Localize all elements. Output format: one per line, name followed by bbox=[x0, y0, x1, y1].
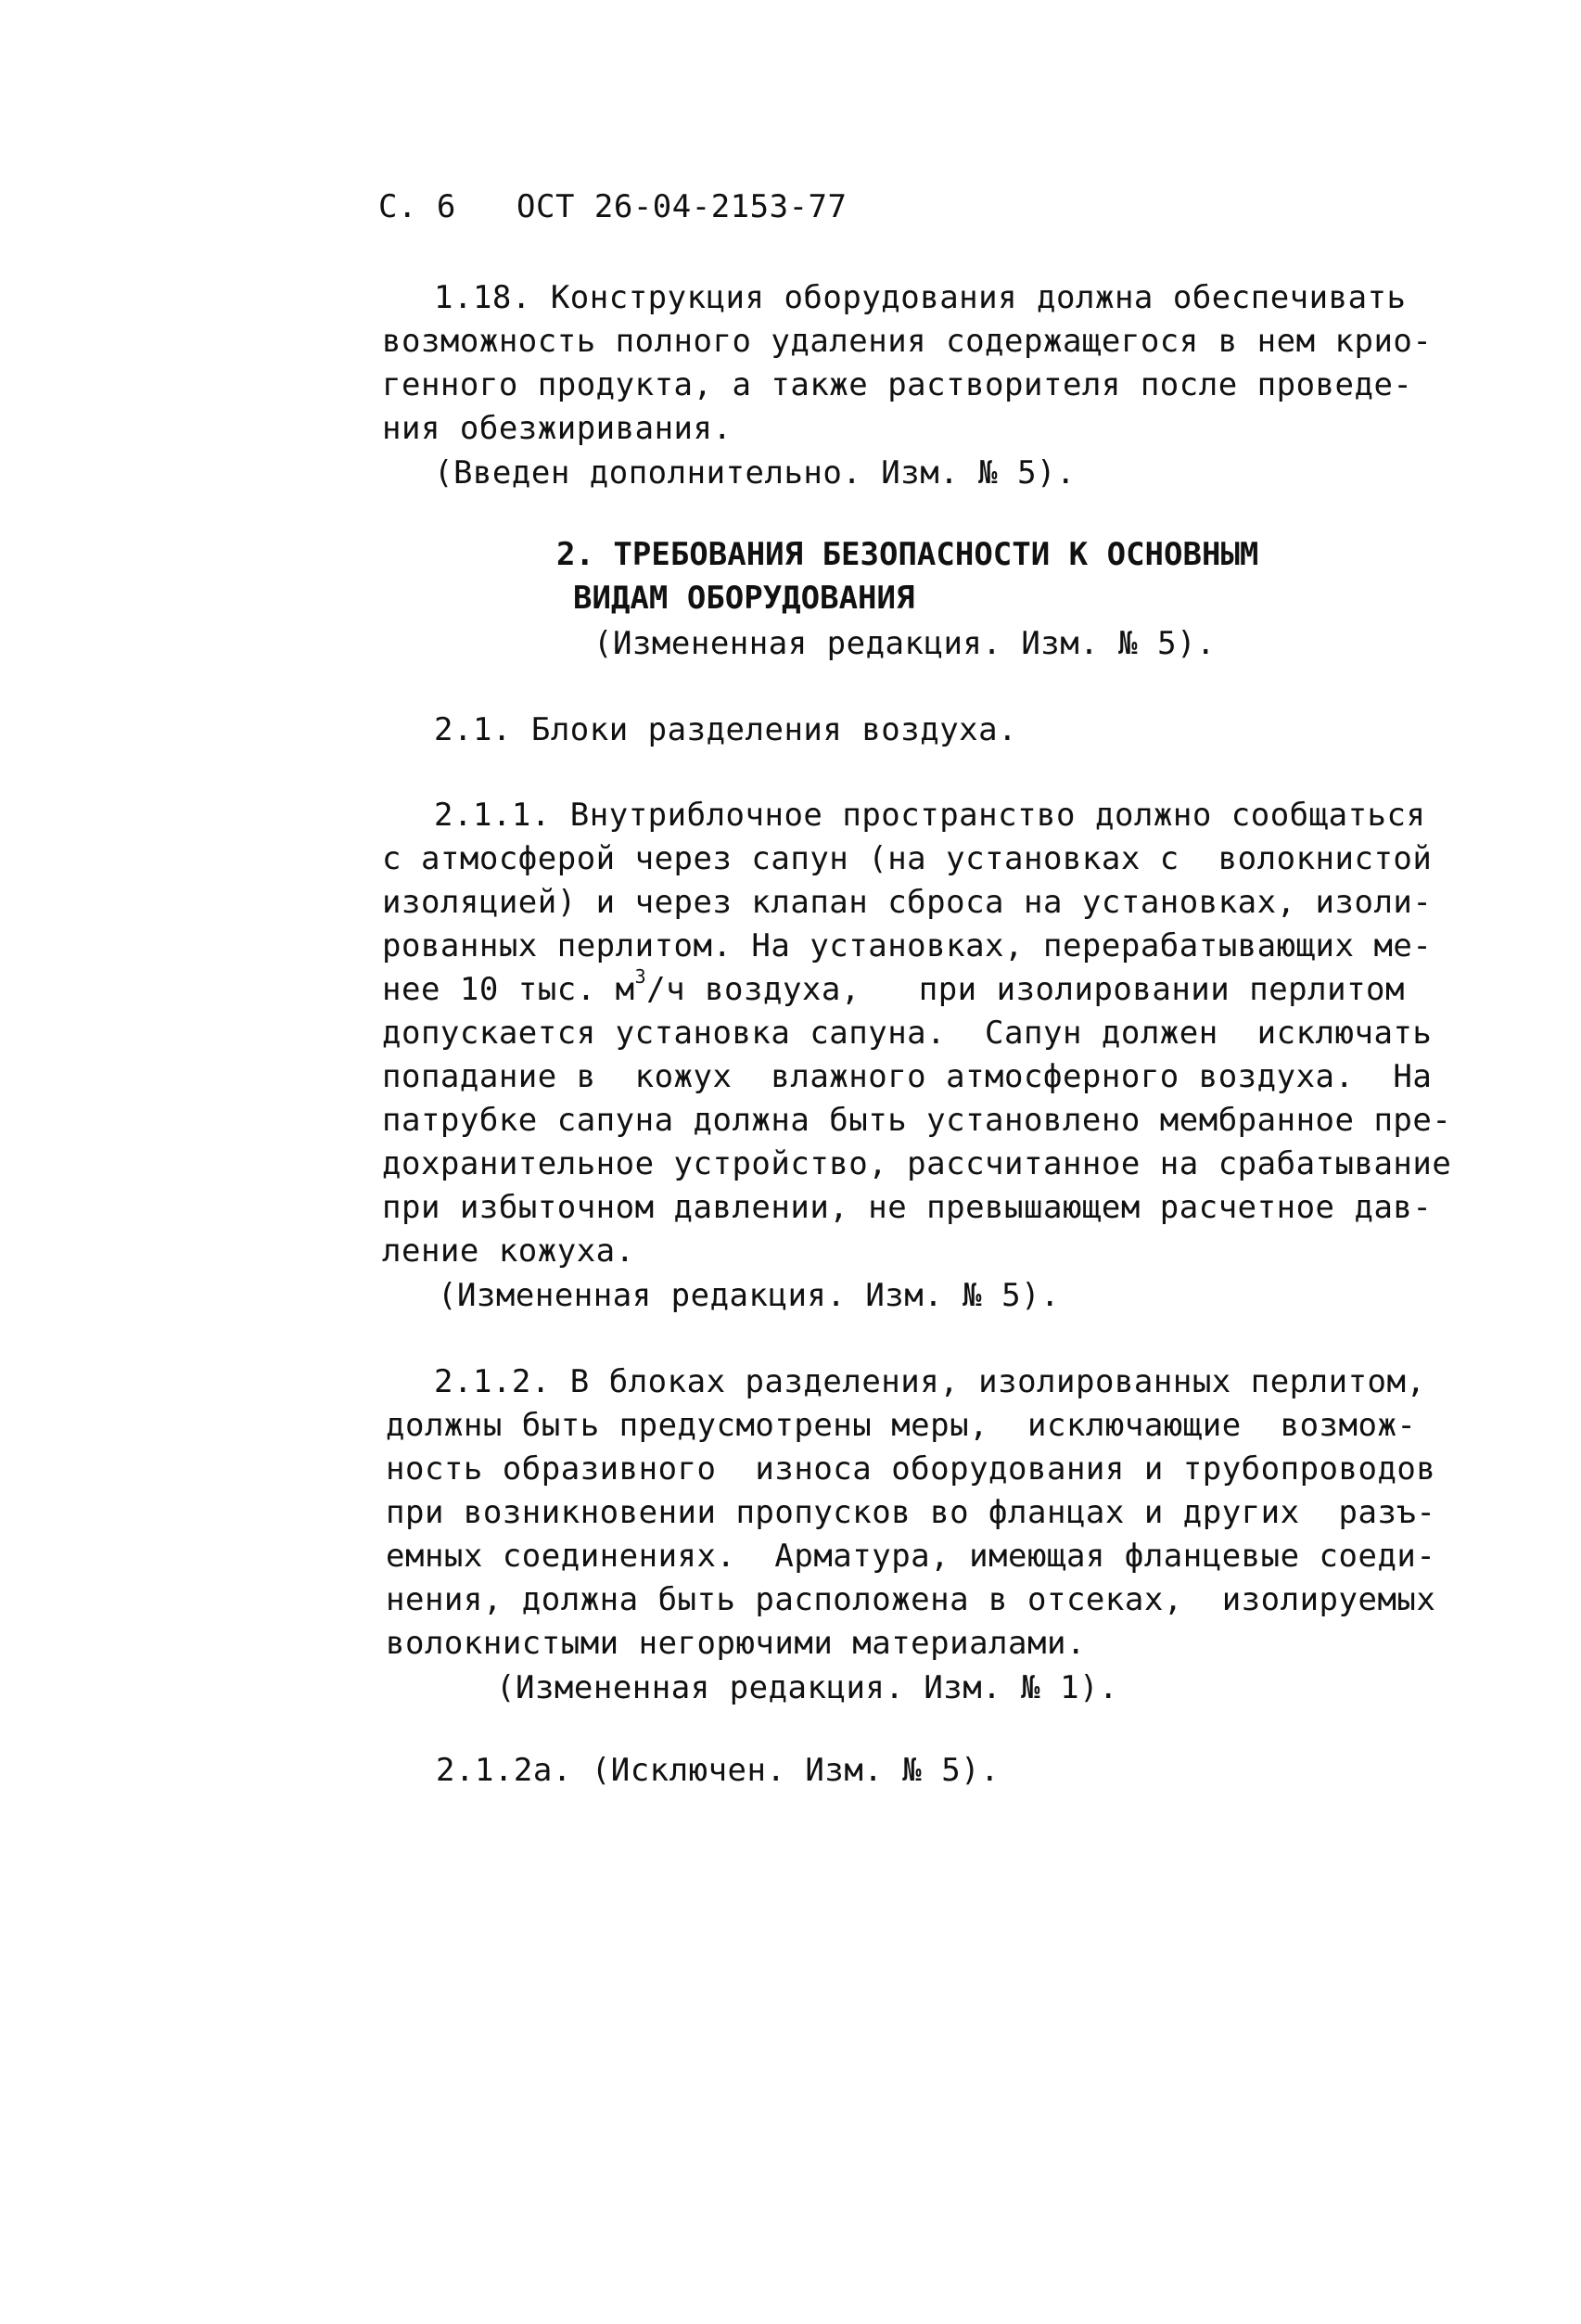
paragraph-1-18-line-1: 1.18. Конструкция оборудования должна обеспечивать bbox=[434, 279, 1407, 316]
paragraph-2-1-2-line-7: волокнистыми негорючими материалами. bbox=[386, 1625, 1086, 1662]
paragraph-2-1-1-line-11: ление кожуха. bbox=[382, 1232, 635, 1270]
standard-code: ОСТ 26-04-2153-77 bbox=[516, 188, 848, 225]
paragraph-2-1-2-line-5: емных соединениях. Арматура, имеющая фланцевые соеди- bbox=[386, 1538, 1436, 1575]
paragraph-2-1-1-note: (Измененная редакция. Изм. № 5). bbox=[438, 1277, 1061, 1314]
paragraph-2-1-2-line-2: должны быть предусмотрены меры, исключающие возмож- bbox=[386, 1407, 1417, 1444]
paragraph-2-1-1-line-2: с атмосферой через сапун (на установках с волокнистой bbox=[382, 840, 1433, 877]
paragraph-2-1-1-line-3: изоляцией) и через клапан сброса на установках, изоли- bbox=[382, 884, 1433, 921]
paragraph-2-1-1-line-4: рованных перлитом. На установках, перерабатывающих ме- bbox=[382, 927, 1433, 964]
page-number: С. 6 bbox=[378, 188, 456, 225]
section-2-note: (Измененная редакция. Изм. № 5). bbox=[593, 625, 1217, 662]
cubic-superscript: 3 bbox=[634, 964, 647, 988]
paragraph-1-18-line-4: ния обезжиривания. bbox=[382, 410, 733, 447]
paragraph-2-1-1-line-5 bbox=[382, 964, 1405, 1011]
paragraph-2-1-2-line-1: 2.1.2. В блоках разделения, изолированных перлитом, bbox=[434, 1363, 1426, 1400]
paragraph-2-1-1-line-6: допускается установка сапуна. Сапун должен исключать bbox=[382, 1015, 1433, 1052]
paragraph-2-1-2a: 2.1.2а. (Исключен. Изм. № 5). bbox=[436, 1752, 1001, 1789]
paragraph-2-1-2-note: (Измененная редакция. Изм. № 1). bbox=[496, 1669, 1119, 1706]
paragraph-2-1-1-line-9: дохранительное устройство, рассчитанное на срабатывание bbox=[382, 1145, 1452, 1182]
paragraph-2-1-2-line-3: ность образивного износа оборудования и трубопроводов bbox=[386, 1450, 1436, 1488]
paragraph-2-1: 2.1. Блоки разделения воздуха. bbox=[434, 711, 1018, 748]
paragraph-2-1-2-line-6: нения, должна быть расположена в отсеках, изолируемых bbox=[386, 1581, 1436, 1618]
paragraph-2-1-1-line-7: попадание в кожух влажного атмосферного воздуха. На bbox=[382, 1058, 1433, 1095]
line-5-text-before: нее 10 тыс. м bbox=[382, 971, 635, 1008]
section-2-title-line-2: ВИДАМ ОБОРУДОВАНИЯ bbox=[573, 580, 915, 617]
page-header bbox=[0, 185, 848, 356]
paragraph-2-1-2-line-4: при возникновении пропусков во фланцах и других разъ- bbox=[386, 1494, 1436, 1531]
paragraph-1-18-line-2: возможность полного удаления содержащегося в нем крио- bbox=[382, 323, 1433, 360]
paragraph-2-1-1-line-1: 2.1.1. Внутриблочное пространство должно сообщаться bbox=[434, 797, 1426, 834]
paragraph-1-18-note: (Введен дополнительно. Изм. № 5). bbox=[434, 454, 1077, 492]
paragraph-2-1-1-line-8: патрубке сапуна должна быть установлено мембранное пре- bbox=[382, 1102, 1452, 1139]
paragraph-2-1-1-line-10: при избыточном давлении, не превышающем расчетное дав- bbox=[382, 1189, 1433, 1226]
section-2-title-line-1: 2. ТРЕБОВАНИЯ БЕЗОПАСНОСТИ К ОСНОВНЫМ bbox=[556, 536, 1259, 573]
line-5-text-after: /ч воздуха, при изолировании перлитом bbox=[646, 971, 1405, 1008]
paragraph-1-18-line-3: генного продукта, а также растворителя после проведе- bbox=[382, 366, 1413, 403]
